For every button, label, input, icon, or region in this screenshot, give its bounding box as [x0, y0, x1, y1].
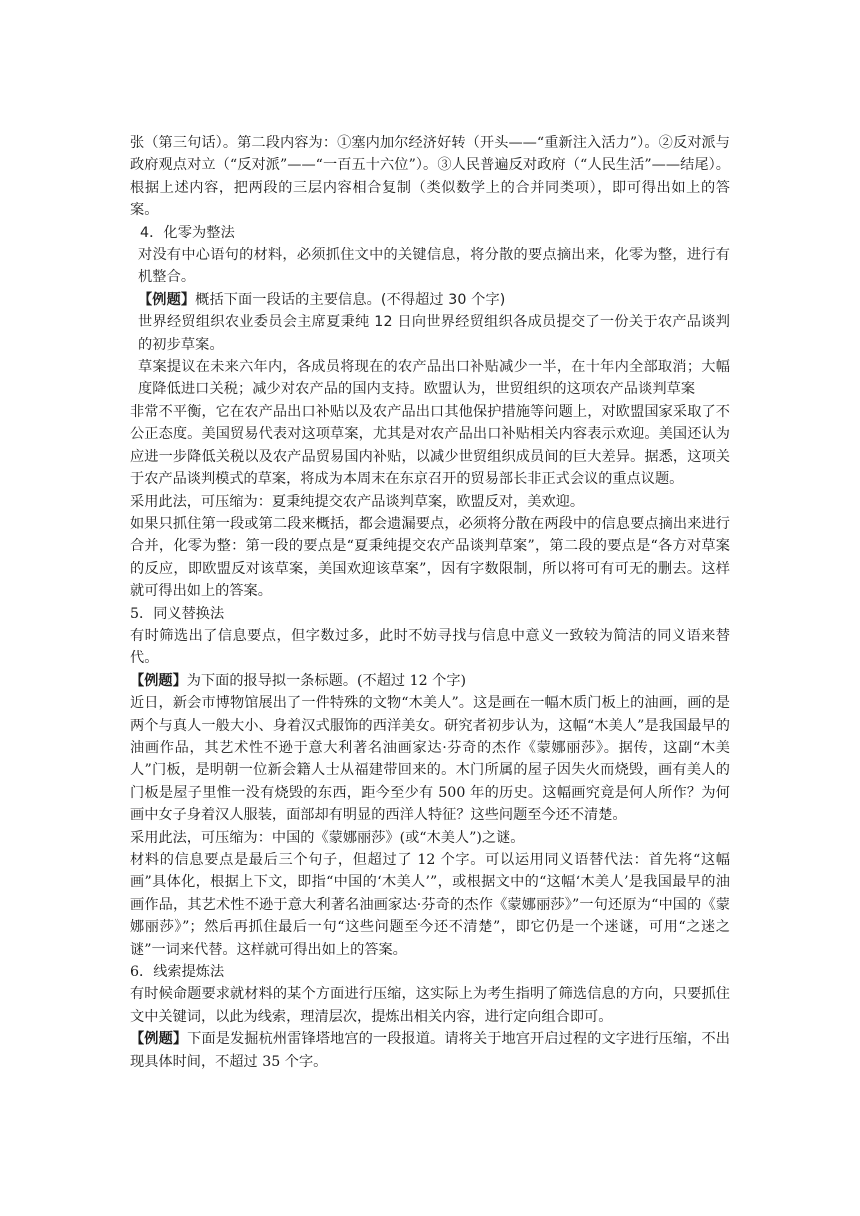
paragraph-compressed-1: 采用此法，可压缩为：夏秉纯提交农产品谈判草案，欧盟反对，美欢迎。 [130, 493, 585, 510]
example-tag: 【例题】 [130, 1031, 188, 1048]
example-prompt-1 [130, 289, 730, 311]
paragraph-explanation-1: 如果只抓住第一段或第二段来概括，都会遗漏要点，必须将分散在两段中的信息要点摘出来进行合并，化零为整：第一段的要点是“夏秉纯提交农产品谈判草案”，第二段的要点是“各方对草案的反应，即欧盟反对该草案，美国欢迎该草案”，因有字数限制，所以将可有可无的删去。这样就可得出如上的答案。 [130, 515, 730, 600]
heading-method-5: 5．同义替换法 [130, 605, 225, 622]
paragraph-compressed-2: 采用此法，可压缩为：中国的《蒙娜丽莎》(或“木美人”)之谜。 [130, 829, 525, 846]
example-material-1a: 世界经贸组织农业委员会主席夏秉纯 12 日向世界经贸组织各成员提交了一份关于农产品谈判的初步草案。 [138, 314, 730, 353]
example-material-1c: 非常不平衡，它在农产品出口补贴以及农产品出口其他保护措施等问题上，对欧盟国家采取了不公正态度。美国贸易代表对这项草案，尤其是对农产品出口补贴相关内容表示欢迎。美国还认为应进一步降低关税以及农产品贸易国内补贴，以减少世贸组织成员间的巨大差异。据悉，这项关于农产品谈判模式的草案，将成为本周末在东京召开的贸易部长非正式会议的重点议题。 [130, 403, 730, 488]
paragraph-method-5-intro: 有时筛选出了信息要点，但字数过多，此时不妨寻找与信息中意义一致较为简洁的同义语来替代。 [130, 627, 730, 667]
example-material-2: 近日，新会市博物馆展出了一件特殊的文物“木美人”。这是画在一幅木质门板上的油画，画的是两个与真人一般大小、身着汉式服饰的西洋美女。研究者初步认为，这幅“木美人”是我国最早的油画作品，其艺术性不逊于意大利著名油画家达·芬奇的杰作《蒙娜丽莎》。据传，这副“木美人”门板，是明朝一位新会籍人士从福建带回来的。木门所属的屋子因失火而烧毁，画有美人的门板是屋子里惟一没有烧毁的东西，距今至少有 500 年的历史。这幅画究竟是何人所作？为何画中女子身着汉人服装，面部却有明显的西洋人特征？这些问题至今还不清楚。 [130, 695, 730, 824]
paragraph-section-3-analysis: 张（第三句话）。第二段内容为：①塞内加尔经济好转（开头——“重新注入活力”）。②反对派与政府观点对立（“反对派”——“一百五十六位”）。③人民普遍反对政府（“人民生活”——结尾）。根据上述内容，把两段的三层内容相合复制（类似数学上的合并同类项），即可得出如上的答案。 [130, 135, 730, 219]
heading-method-4: 4．化零为整法 [140, 224, 235, 241]
example-tag: 【例题】 [138, 291, 196, 308]
example-text: 概括下面一段话的主要信息。(不得超过 30 个字) [195, 291, 506, 308]
heading-method-6: 6．线索提炼法 [130, 964, 225, 981]
paragraph-method-6-intro: 有时候命题要求就材料的某个方面进行压缩，这实际上为考生指明了筛选信息的方向，只要抓住文中关键词，以此为线索，理清层次，提炼出相关内容，进行定向组合即可。 [130, 986, 730, 1025]
example-material-1b: 草案提议在未来六年内，各成员将现在的农产品出口补贴减少一半，在十年内全部取消；大幅度降低进口关税；减少对农产品的国内支持。欧盟认为，世贸组织的这项农产品谈判草案 [138, 359, 730, 398]
document-body [130, 132, 730, 1073]
example-prompt-3 [130, 1028, 730, 1073]
example-text: 下面是发掘杭州雷锋塔地宫的一段报道。请将关于地宫开启过程的文字进行压缩，不出现具体时间，不超过 35 个字。 [130, 1031, 730, 1070]
paragraph-method-4-intro: 对没有中心语句的材料，必须抓住文中的关键信息，将分散的要点摘出来，化零为整，进行有机整合。 [138, 247, 730, 286]
example-prompt-2 [130, 670, 730, 692]
paragraph-explanation-2: 材料的信息要点是最后三个句子，但超过了 12 个字。可以运用同义语替代法：首先将“这幅画”具体化，根据上下文，即指“中国的‘木美人’”，或根据文中的“这幅‘木美人’是我国最早的油画作品，其艺术性不逊于意大利著名油画家达·芬奇的杰作《蒙娜丽莎》”一句还原为“中国的《蒙娜丽莎》”；然后再抓住最后一句“这些问题至今还不清楚”，即它仍是一个迷谜，可用“之迷之谜”一词来代替。这样就可得出如上的答案。 [130, 852, 730, 958]
example-tag: 【例题】 [130, 672, 187, 689]
example-text: 为下面的报导拟一条标题。(不超过 12 个字) [186, 672, 467, 689]
